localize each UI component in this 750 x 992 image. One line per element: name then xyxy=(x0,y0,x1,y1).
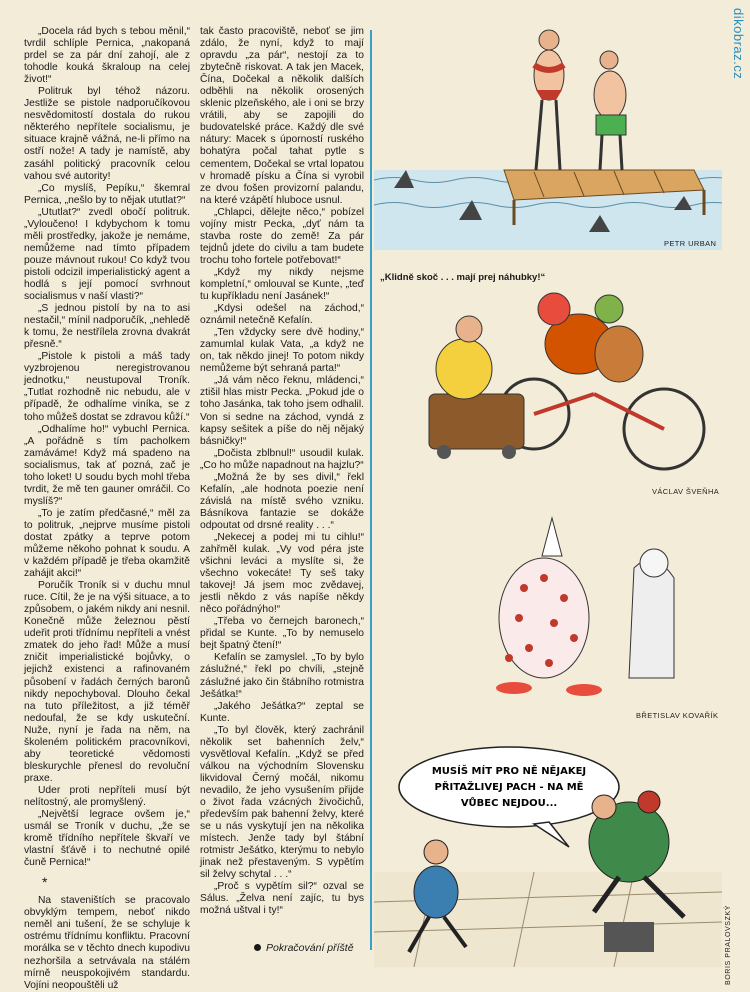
paragraph: tak často pracoviště, neboť se jim zdálo, že nyní, když to mají opravdu „za pár“, nestojí za to zbytečně riskovat. A tak jen Macek, Čína, Dočekal a několik dalších odběhli na několik orosených sklenic plzeňského, ale i oni se brzy vrátili, aby se zapojili do budovatelské práce. Každý dle své nátury: Macek s úporností ruského bohatýra počal tahat pytle s cementem, Dočekal se vrtal lopatou v hromadě písku a Čína si vyrobil ze dvou fošen provizorní palandu, na které vzápětí hluboce usnul. xyxy=(200,26,364,206)
cartoon-clown-illustration xyxy=(374,508,722,708)
paragraph: „Já vám něco řeknu, mládenci,“ ztišil hlas mistr Pecka. „Pokud jde o toho Jasánka, tak toho jsem odhalil. Von si sedne na záchod, vyndá z kapsy sešitek a píše do něj nějaký básničky!“ xyxy=(200,375,364,447)
paragraph: Politruk byl téhož názoru. Jestliže se pistole nadporučíkovou nesvědomitostí dostala do rukou některého nepřítele socialismu, je situace krajně vážná, ne-li přímo na ostří nože! A tady je namístě, aby zasáhl politický pracovník celou vahou své autority! xyxy=(24,86,190,182)
speech-bubble-line: MUSÍŠ MÍT PRO NĚ NĚJAKEJ xyxy=(431,766,587,777)
paragraph: Kefalín se zamyslel. „To by bylo záslužné,“ řekl po chvíli, „stejně záslužné jako čin štábního rotmistra Ješátka!“ xyxy=(200,652,364,700)
speech-bubble-line: VŮBEC NEJDOU... xyxy=(460,798,558,809)
cartoon-bicycle-illustration xyxy=(374,284,722,484)
speech-bubble-line: PŘITAŽLIVEJ PACH - NA MĚ xyxy=(434,782,584,793)
cartoon-bicycle xyxy=(374,284,722,484)
continued-label: Pokračování příště xyxy=(266,942,354,954)
paragraph: „Pistole k pistoli a máš tady vyzbrojenou neregistrovanou jednotku,“ neustupoval Troník. „Tutlat rozhodně nic nebudu, ale v případě, že odhalíme viníka, se z toho můžeš dostat se zdravou kůží.“ xyxy=(24,351,190,423)
paragraph: Uder proti nepříteli musí být nelítostný, ale promyšlený. xyxy=(24,784,190,808)
paragraph: „To je zatím předčasné,“ měl za to politruk, „nejprve musíme pistoli dostat zpátky a teprve potom můžeme někoho pohnat k soudu. A v každém případě je třeba okamžitě zahájit akci!“ xyxy=(24,507,190,580)
paragraph: „Chlapci, dělejte něco,“ pobízel vojíny mistr Pecka, „dyť nám ta stavba roste do země! Za pár tejdnů jdete do civilu a tam budete trochu toho fortele potřebovat!“ xyxy=(200,206,364,266)
paragraph: „Proč s vypětím sil?“ ozval se Sálus. „Želva není zajíc, tu bys možná uštval i ty!“ xyxy=(200,881,364,917)
paragraph: „Třeba vo černejch baronech,“ přidal se Kunte. „To by nemuselo bejt špatný čtení!“ xyxy=(200,616,364,652)
cartoon-sharks-illustration xyxy=(374,20,722,250)
cartoon-credit: VÁCLAV ŠVEŇHA xyxy=(652,487,720,496)
continued-note xyxy=(254,942,354,954)
cartoon-credit: BŘETISLAV KOVAŘÍK xyxy=(636,711,719,720)
text-column-middle xyxy=(200,26,364,917)
paragraph: Na staveništích se pracovalo obvyklým tempem, neboť nikdo neměl ani tušení, že se schyluje k ostrému třídnímu konfliktu. Pracovní morálka se v těchto dnech kupodivu nezhoršila a setrvávala na stálém mírně neuspokojivém standardu. Vojíni neopouštěli už xyxy=(24,895,190,991)
paragraph: „Ten vždycky sere dvě hodiny,“ zamumlal kulak Vata, „a když ne on, tak někdo jinej! To potom nikdy nemůžeme být sehraná parta!“ xyxy=(200,327,364,375)
paragraph: „Dočista zblbnul!“ usoudil kulak. „Co ho může napadnout na hajzlu?“ xyxy=(200,447,364,471)
paragraph: „Největší legrace ovšem je,“ usmál se Troník v duchu, „že se kromě třídního nepřítele škvaří ve vlastní šťávě i to nechutné opilé čuně Pernica!“ xyxy=(24,809,190,869)
paragraph: „Nekecej a podej mi tu cihlu!“ zahřměl kulak. „Vy vod péra jste všichni leváci a myslíte si, že všechno vokecáte! Ty seš taky takovej! Já jsem moc zvědavej, jestli někdo z vás napíše někdy něco pořádnýho!“ xyxy=(200,531,364,616)
paragraph: „Odhalíme ho!“ vybuchl Pernica. „A pořádně s tím pacholkem zamáváme! Když má spadeno na socialismus, tak ať pozná, zač je toho loket! U soudu bych mohl třeba tvrdit, že mě ten gauner omráčil. Co myslíš?“ xyxy=(24,423,190,507)
bullet-icon xyxy=(254,944,261,951)
paragraph: „Když my nikdy nejsme kompletní,“ omlouval se Kunte, „teď tu kupříkladu není Jasánek!“ xyxy=(200,266,364,303)
cartoon-clown xyxy=(374,508,722,708)
paragraph: „Možná že by ses divil,“ řekl Kefalín, „ale hodnota poezie není závislá na místě svého vzniku. Básníkova fantazie se dokáže odpoutat od drsné reality . . .“ xyxy=(200,471,364,531)
cartoon-chase xyxy=(374,742,722,967)
text-column-left xyxy=(24,26,190,992)
paragraph: * xyxy=(42,874,48,891)
cartoon-sharks xyxy=(374,20,722,250)
cartoon-chase-illustration xyxy=(374,742,722,967)
paragraph: „Kdysi odešel na záchod,“ oznámil netečně Kefalín. xyxy=(200,303,364,327)
paragraph: „To byl člověk, který zachránil několik set bahenních želv,“ vysvětloval Kefalín. „Když se před válkou na východním Slovensku likvidoval Černý močál, nikomu nevadilo, že jeho vysušením přijde o život řada vzácných živočichů, především pak bahenní želvy, které se u nás vyskytují jen na několika místech. Jenže tady byl štábní rotmistr Ješátko, kterýmu to nebylo jinak než přestaveným. S vypětím sil želvy schytal . . .“ xyxy=(200,724,364,881)
paragraph: „Co myslíš, Pepíku,“ škemral Pernica, „nešlo by to nějak ututlat?“ xyxy=(24,182,190,206)
cartoon-credit: PETR URBAN xyxy=(664,239,717,248)
paragraph: „Jakého Ješátka?“ zeptal se Kunte. xyxy=(200,700,364,724)
paragraph: „Ututlat?“ zvedl obočí politruk. „Vyloučeno! I kdybychom k tomu měli prostředky, jakože je nemáme, nemůžeme nad tímto případem pouze mávnout rukou! Co když tvou pistoli odcizil imperialistický agent a hodlá s její pomocí svrhnout socialismus v naší vlasti?“ xyxy=(24,206,190,303)
cartoon-credit: BORIS PRALOVSZKÝ xyxy=(725,905,732,986)
cartoon-caption: „Klidně skoč . . . mají prej náhubky!“ xyxy=(380,272,546,283)
paragraph: Poručík Troník si v duchu mnul ruce. Cítil, že je na výši situace, a to způsobem, o jakém nikdy ani nesnil. Konečně může železnou pěstí udeřit proti třídnímu nepříteli a vnést zmatek do jeho řad! Může a musí zničit imperialistické bojůvky, o jejichž existenci a rafinovaném působení v řadách černých baronů nikdy nepochyboval. Dlouho čekal na tuto příležitost, a již téměř nedoufal, že se kdy uskuteční. Nuže, nyní je řada na něm, na školeném politickém pracovníkovi, aby teoretické vědomosti bleskurychle přenesl do revoluční praxe. xyxy=(24,580,190,784)
paragraph: „Docela rád bych s tebou měnil,“ tvrdil schlíple Pernica, „nakopaná prdel se za pár dní zahojí, ale z tohodle kouká škraloup na celej život!“ xyxy=(24,26,190,86)
column-divider xyxy=(370,30,372,950)
paragraph: „S jednou pistolí by na to asi nestačil,“ mínil nadporučík, „nehledě k tomu, že nestřílela zrovna dvakrát přesně.“ xyxy=(24,303,190,351)
site-watermark: dikobraz.cz xyxy=(731,8,746,80)
